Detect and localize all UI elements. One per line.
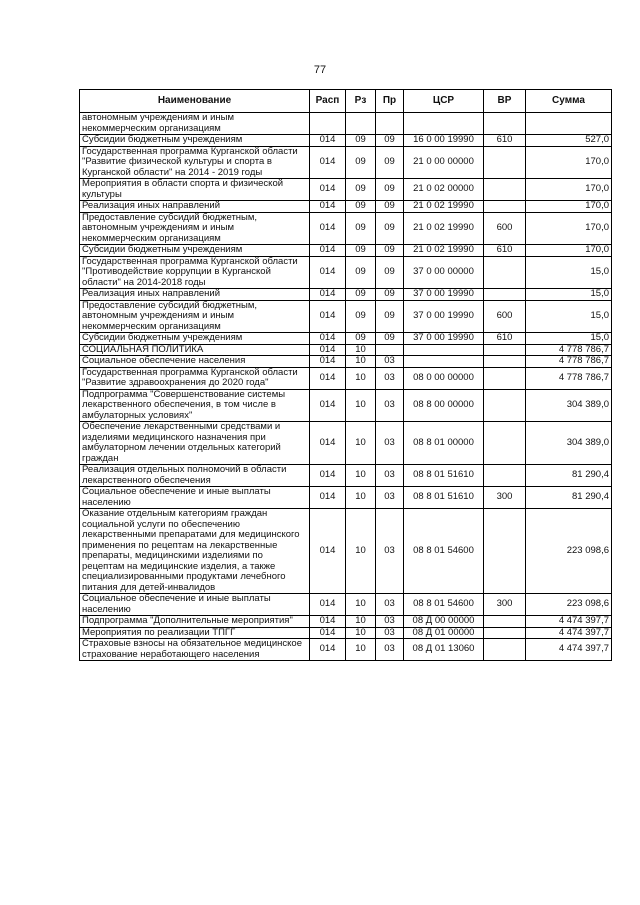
cell-vr [484,256,526,289]
table-row [80,212,612,245]
cell-sum: 15,0 [526,333,612,345]
cell-pr: 09 [376,135,404,147]
cell-csr [404,344,484,356]
cell-pr: 09 [376,300,404,333]
cell-pr: 03 [376,465,404,487]
table-row [80,487,612,509]
cell-sum: 170,0 [526,146,612,179]
cell-vr: 610 [484,245,526,257]
cell-pr: 09 [376,146,404,179]
cell-sum: 4 778 786,7 [526,367,612,389]
cell-rasp: 014 [310,627,346,639]
cell-sum: 81 290,4 [526,465,612,487]
cell-name: Реализация иных направлений [80,201,310,213]
cell-rasp: 014 [310,201,346,213]
cell-rasp: 014 [310,135,346,147]
cell-csr: 21 0 00 00000 [404,146,484,179]
table-row [80,367,612,389]
table-row [80,639,612,661]
cell-vr [484,201,526,213]
table-row [80,179,612,201]
cell-vr [484,146,526,179]
cell-name: автономным учреждениям и иным некоммерческим организациям [80,113,310,135]
cell-sum: 527,0 [526,135,612,147]
table-row [80,245,612,257]
cell-pr: 03 [376,509,404,594]
table-row [80,146,612,179]
cell-name: Государственная программа Курганской области "Развитие здравоохранения до 2020 года" [80,367,310,389]
cell-csr: 37 0 00 00000 [404,256,484,289]
cell-name: Обеспечение лекарственными средствами и изделиями медицинского назначения при амбулаторном лечении отдельных категорий граждан [80,422,310,465]
cell-vr [484,344,526,356]
cell-sum: 304 389,0 [526,389,612,422]
cell-rasp: 014 [310,639,346,661]
cell-vr [484,356,526,368]
header-pr: Пр [376,90,404,113]
cell-csr: 21 0 02 19990 [404,201,484,213]
table-row [80,344,612,356]
cell-rz: 09 [346,212,376,245]
cell-rasp: 014 [310,179,346,201]
cell-name: Субсидии бюджетным учреждениям [80,245,310,257]
cell-sum: 81 290,4 [526,487,612,509]
cell-rasp: 014 [310,146,346,179]
cell-rz: 10 [346,639,376,661]
cell-vr: 300 [484,487,526,509]
cell-name: Подпрограмма "Совершенствование системы лекарственного обеспечения, в том числе в амбулаторных условиях" [80,389,310,422]
cell-rasp: 014 [310,245,346,257]
cell-csr: 37 0 00 19990 [404,300,484,333]
cell-pr: 09 [376,333,404,345]
cell-rasp: 014 [310,289,346,301]
cell-name: Страховые взносы на обязательное медицинское страхование неработающего населения [80,639,310,661]
cell-rz: 09 [346,333,376,345]
cell-rasp: 014 [310,256,346,289]
cell-vr: 610 [484,135,526,147]
cell-csr: 08 8 00 00000 [404,389,484,422]
cell-vr [484,179,526,201]
table-row [80,135,612,147]
table-row [80,256,612,289]
cell-rasp: 014 [310,356,346,368]
cell-sum [526,113,612,135]
cell-csr: 08 Д 00 00000 [404,616,484,628]
cell-rz: 10 [346,422,376,465]
cell-sum: 15,0 [526,300,612,333]
cell-name: Социальное обеспечение и иные выплаты населению [80,487,310,509]
table-row [80,300,612,333]
header-name: Наименование [80,90,310,113]
cell-csr: 08 Д 01 00000 [404,627,484,639]
cell-vr [484,289,526,301]
cell-rasp: 014 [310,509,346,594]
cell-rasp: 014 [310,333,346,345]
cell-vr [484,616,526,628]
cell-name: Оказание отдельным категориям граждан социальной услуги по обеспечению лекарственными препаратами для медицинского применения по рецептам на лекарственные препараты, медицинскими изделиями по рецептам на медицинские изделия, а также специализированными продуктами лечебного питания для детей-инвалидов [80,509,310,594]
cell-rz: 10 [346,367,376,389]
table-row [80,465,612,487]
cell-name: СОЦИАЛЬНАЯ ПОЛИТИКА [80,344,310,356]
cell-sum: 4 474 397,7 [526,616,612,628]
cell-pr: 03 [376,422,404,465]
cell-csr: 37 0 00 19990 [404,333,484,345]
cell-sum: 223 098,6 [526,509,612,594]
cell-pr: 09 [376,256,404,289]
cell-pr: 03 [376,627,404,639]
cell-csr [404,113,484,135]
page-number: 77 [313,64,327,76]
table-row [80,201,612,213]
cell-pr: 03 [376,389,404,422]
cell-rz: 09 [346,289,376,301]
cell-rz: 09 [346,146,376,179]
cell-rz: 10 [346,509,376,594]
cell-vr [484,639,526,661]
table-header-row [80,90,612,113]
header-csr: ЦСР [404,90,484,113]
cell-csr: 08 8 01 54600 [404,594,484,616]
cell-sum: 15,0 [526,289,612,301]
cell-csr: 21 0 02 19990 [404,245,484,257]
cell-csr: 37 0 00 19990 [404,289,484,301]
cell-name: Государственная программа Курганской области "Развитие физической культуры и спорта в Курганской области" на 2014 - 2019 годы [80,146,310,179]
cell-rz: 10 [346,616,376,628]
cell-pr: 03 [376,594,404,616]
table-row [80,389,612,422]
cell-vr [484,367,526,389]
cell-rz: 10 [346,389,376,422]
cell-vr: 600 [484,212,526,245]
cell-sum: 4 778 786,7 [526,344,612,356]
cell-rz: 09 [346,300,376,333]
cell-rasp: 014 [310,344,346,356]
cell-rasp: 014 [310,465,346,487]
cell-sum: 170,0 [526,179,612,201]
cell-rz: 09 [346,256,376,289]
cell-csr: 08 8 01 51610 [404,465,484,487]
cell-name: Субсидии бюджетным учреждениям [80,135,310,147]
cell-rasp: 014 [310,594,346,616]
cell-rasp: 014 [310,422,346,465]
cell-name: Мероприятия по реализации ТПГГ [80,627,310,639]
cell-pr: 09 [376,201,404,213]
cell-rz: 10 [346,487,376,509]
cell-vr [484,627,526,639]
table-row [80,422,612,465]
cell-rasp: 014 [310,487,346,509]
cell-rasp: 014 [310,300,346,333]
cell-rz [346,113,376,135]
cell-name: Социальное обеспечение и иные выплаты населению [80,594,310,616]
cell-rz: 09 [346,245,376,257]
cell-vr [484,465,526,487]
cell-pr: 03 [376,356,404,368]
cell-pr: 09 [376,245,404,257]
cell-rz: 10 [346,344,376,356]
cell-csr: 16 0 00 19990 [404,135,484,147]
cell-rz: 09 [346,179,376,201]
cell-rasp: 014 [310,616,346,628]
cell-name: Субсидии бюджетным учреждениям [80,333,310,345]
cell-pr: 03 [376,639,404,661]
cell-sum: 304 389,0 [526,422,612,465]
cell-vr [484,113,526,135]
cell-vr [484,422,526,465]
cell-rz: 10 [346,627,376,639]
header-rasp: Расп [310,90,346,113]
cell-sum: 170,0 [526,245,612,257]
cell-csr: 21 0 02 00000 [404,179,484,201]
cell-sum: 4 474 397,7 [526,627,612,639]
table-row [80,113,612,135]
budget-table [79,89,612,661]
cell-csr: 21 0 02 19990 [404,212,484,245]
table-row [80,627,612,639]
cell-rz: 09 [346,135,376,147]
cell-sum: 4 474 397,7 [526,639,612,661]
cell-csr: 08 8 01 54600 [404,509,484,594]
cell-rz: 10 [346,356,376,368]
cell-name: Государственная программа Курганской области "Противодействие коррупции в Курганской области" на 2014-2018 годы [80,256,310,289]
cell-pr: 03 [376,487,404,509]
cell-csr [404,356,484,368]
table-row [80,289,612,301]
cell-pr: 09 [376,212,404,245]
cell-pr [376,113,404,135]
cell-name: Предоставление субсидий бюджетным, автономным учреждениям и иным некоммерческим организациям [80,300,310,333]
cell-sum: 223 098,6 [526,594,612,616]
cell-vr: 300 [484,594,526,616]
cell-vr: 610 [484,333,526,345]
cell-name: Реализация иных направлений [80,289,310,301]
cell-vr: 600 [484,300,526,333]
cell-sum: 170,0 [526,212,612,245]
cell-name: Социальное обеспечение населения [80,356,310,368]
cell-pr: 09 [376,179,404,201]
cell-rz: 09 [346,201,376,213]
cell-sum: 4 778 786,7 [526,356,612,368]
cell-csr: 08 8 01 00000 [404,422,484,465]
header-vr: ВР [484,90,526,113]
cell-csr: 08 8 01 51610 [404,487,484,509]
cell-name: Подпрограмма "Дополнительные мероприятия" [80,616,310,628]
cell-rasp [310,113,346,135]
header-sum: Сумма [526,90,612,113]
cell-name: Реализация отдельных полномочий в области лекарственного обеспечения [80,465,310,487]
table-row [80,356,612,368]
cell-pr: 03 [376,616,404,628]
cell-pr: 03 [376,367,404,389]
cell-pr: 09 [376,289,404,301]
cell-vr [484,509,526,594]
cell-rz: 10 [346,465,376,487]
table-row [80,616,612,628]
cell-csr: 08 Д 01 13060 [404,639,484,661]
cell-rasp: 014 [310,212,346,245]
cell-name: Предоставление субсидий бюджетным, автономным учреждениям и иным некоммерческим организациям [80,212,310,245]
table-row [80,333,612,345]
cell-pr [376,344,404,356]
cell-rasp: 014 [310,367,346,389]
cell-rasp: 014 [310,389,346,422]
table-row [80,509,612,594]
cell-rz: 10 [346,594,376,616]
cell-vr [484,389,526,422]
table-row [80,594,612,616]
cell-sum: 170,0 [526,201,612,213]
header-rz: Рз [346,90,376,113]
cell-csr: 08 0 00 00000 [404,367,484,389]
cell-sum: 15,0 [526,256,612,289]
cell-name: Мероприятия в области спорта и физической культуры [80,179,310,201]
